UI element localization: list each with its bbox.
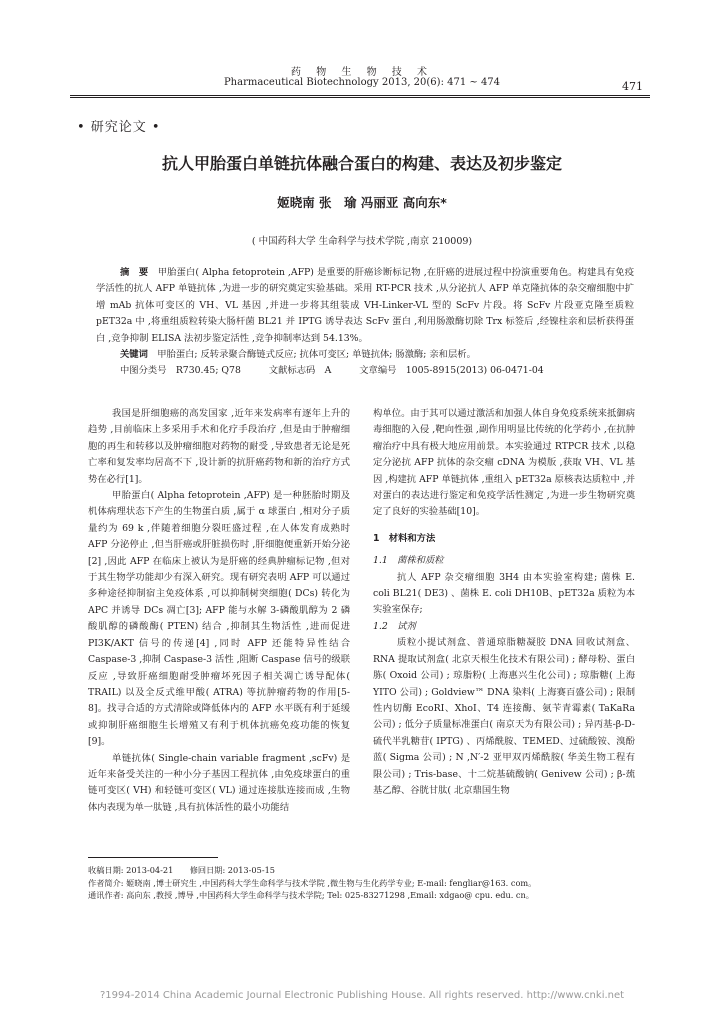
left-column — [88, 406, 350, 816]
page-number: 471 — [622, 80, 643, 93]
keywords-label: 关键词 — [120, 349, 148, 361]
abstract-label: 摘 要 — [120, 267, 149, 278]
subsection-heading: 1.1 菌株和质粒 — [373, 555, 444, 567]
section-label: • 研究论文 • — [77, 120, 161, 135]
right-column — [373, 406, 635, 799]
body-paragraph: 单链抗体( Single-chain variable fragment ,scFv) 是近年来备受关注的一种小分子基因工程抗体 ,由免疫球蛋白的重链可变区( VH) 和轻链可变区( VL) 通过连接肽连接而成 ,生物体内表现为单一肽链 ,具有抗体活性的最小功能结 — [88, 752, 350, 813]
footnote-corresponding: 通讯作者: 高向东 ,教授 ,博导 ,中国药科大学生命科学与技术学院; Tel: 025-83271298 ,Email: xdgao@ cpu. edu. cn。 — [88, 890, 534, 900]
journal-title-cn: 药 物 生 物 技 术 — [291, 67, 433, 78]
article-no-label: 文章编号 — [359, 365, 397, 377]
affiliation: ( 中国药科大学 生命科学与技术学院 ,南京 210009) — [251, 236, 473, 247]
copyright-notice: ?1994-2014 China Academic Journal Electronic Publishing House. All rights reserved. http://www.cnki.net — [99, 990, 625, 1001]
keywords-line — [96, 347, 634, 363]
footnote-rule — [88, 857, 218, 858]
clc-label: 中图分类号 — [120, 365, 167, 377]
footnotes — [88, 864, 648, 902]
header-rule-thin — [70, 97, 650, 98]
clc-value: R730.45; Q78 — [175, 365, 241, 377]
article-title: 抗人甲胎蛋白单链抗体融合蛋白的构建、表达及初步鉴定 — [161, 154, 562, 173]
keywords-text: 甲胎蛋白; 反转录聚合酶链式反应; 抗体可变区; 单链抗体; 肠激酶; 亲和层析。 — [157, 349, 476, 361]
body-paragraph: 甲胎蛋白( Alpha fetoprotein ,AFP) 是一种胚胎时期及机体病理状态下产生的生物蛋白质 ,属于 α 球蛋白 ,相对分子质量约为 69 k ,伴随着细胞分裂旺盛过程 ,在人体发育成熟时 AFP 分泌停止 ,但当肝癌或肝脏损伤时 ,肝细胞便重新开始分泌[2] ,因此 AFP 在临床上被认为是肝癌的经典肿瘤标记物 ,但对于其生物学功能却少有深入研究。现有研究表明 AFP 可以通过多种途径抑制宿主免疫体系 ,可以抑制树突细胞( DCs) 转化为 APC 并诱导 DCs 凋亡[3]; AFP 能与水解 3-磷酸肌醇为 2 磷酸肌醇的磷酸酶( PTEN) 结合 ,抑制其生物活性 ,进而促进 PI3K/AKT 信号的传递[4] ,同时 AFP 还能特异性结合 Caspase-3 ,抑制 Caspase-3 活性 ,阻断 Caspase 信号的级联反应 ,导致肝癌细胞耐受肿瘤坏死因子相关凋亡诱导配体( TRAIL) 以及全反式维甲酸( ATRA) 等抗肿瘤药物的作用[5-8]。找寻合适的方式清除或降低体内的 AFP 水平既有利于延缓或抑制肝癌细胞生长增殖又有利于机体抗癌免疫功能的恢复[9]。 — [88, 490, 350, 748]
body-paragraph: 构单位。由于其可以通过激活和加强人体自身免疫系统来抵御病毒细胞的入侵 ,靶向性强 ,副作用明显比传统的化学药小 ,在抗肿瘤治疗中具有极大地应用前景。本实验通过 RTPCR 技术 ,以稳定分泌抗 AFP 抗体的杂交瘤 cDNA 为模版 ,获取 VH、VL 基因 ,构建抗 AFP 单链抗体 ,重组入 pET32a 原核表达质粒中 ,并对蛋白的表达进行鉴定和免疫学活性测定 ,为进一步生物研究奠定了良好的实验基础[10]。 — [373, 408, 635, 518]
subsection-heading: 1.2 试剂 — [373, 620, 416, 632]
abstract-text: 甲胎蛋白( Alpha fetoprotein ,AFP) 是重要的肝癌诊断标记物 ,在肝癌的进展过程中扮演重要角色。构建具有免疫学活性的抗人 AFP 单链抗体 ,为进一步的研究奠定实验基础。采用 RT-PCR 技术 ,从分泌抗人 AFP 单克隆抗体的杂交瘤细胞中扩增 mAb 抗体可变区的 VH、VL 基因 ,并进一步将其组装成 VH-Linker-VL 型的 ScFv 片段。将 ScFv 片段亚克隆至质粒 pET32a 中 ,将重组质粒转染大肠杆菌 BL21 并 IPTG 诱导表达 ScFv 蛋白 ,利用肠激酶切除 Trx 标签后 ,经镍柱亲和层析获得蛋白 ,竞争抑制 ELISA 法初步鉴定活性 ,竞争抑制率达到 54.13%。 — [96, 267, 634, 344]
classification-line — [96, 363, 634, 379]
footnote-author: 作者简介: 姬晓南 ,博士研究生 ,中国药科大学生命科学与技术学院 ,微生物与生化药学专业; E-mail: fengliar@163. com。 — [88, 877, 537, 888]
body-paragraph: 我国是肝细胞癌的高发国家 ,近年来发病率有逐年上升的趋势 ,目前临床上多采用手术和化疗手段治疗 ,但是由于肿瘤细胞的再生和转移以及肿瘤细胞对药物的耐受 ,导致患者无论是死亡率和复发率均居高不下 ,设计新的抗肝癌药物和新的治疗方式势在必行[1]。 — [88, 408, 350, 485]
abstract-paragraph — [96, 265, 634, 347]
journal-title-en: Pharmaceutical Biotechnology 2013, 20(6): 471 ~ 474 — [223, 77, 501, 88]
body-paragraph: 质粒小提试剂盒、普通琼脂糖凝胶 DNA 回收试剂盒、RNA 提取试剂盒( 北京天根生化技术有限公司) ; 酵母粉、蛋白胨( Oxoid 公司) ; 琼脂粉( 上海惠兴生化公司) ; 琼脂糖( 上海 YITO 公司) ; Goldview™ DNA 染料( 上海赛百盛公司) ; 限制性内切酶 EcoRI、XhoI、T4 连接酶、氨苄青霉素( TaKaRa 公司) ; 低分子质量标准蛋白( 南京天为有限公司) ; 异丙基-β-D-硫代半乳糖苷( IPTG) 、丙烯酰胺、TEMED、过硫酸铵、溴酚蓝( Sigma 公司) ; N ,N′-2 亚甲双丙烯酰胺( 华美生物工程有限公司) ; Tris-base、十二烷基硫酸钠( Genivew 公司) ; β-巯基乙醇、谷胱甘肽( 北京鼎国生物 — [373, 637, 635, 796]
footnote-received: 收稿日期: 2013-04-21 修回日期: 2013-05-15 — [88, 865, 276, 875]
doc-code-value: A — [324, 365, 332, 377]
article-no-value: 1005-8915(2013) 06-0471-04 — [405, 365, 544, 377]
body-paragraph: 抗人 AFP 杂交瘤细胞 3H4 由本实验室构建; 菌株 E. coli BL21( DE3) 、菌株 E. coli DH10B、pET32a 质粒为本实验室保存; — [373, 571, 635, 616]
abstract-block — [96, 265, 634, 380]
section-heading: 1 材料和方法 — [373, 532, 436, 544]
doc-code-label: 文献标志码 — [268, 365, 316, 377]
header-rule — [70, 95, 650, 96]
author-list: 姬晓南 张 瑜 冯丽亚 高向东* — [277, 195, 447, 210]
